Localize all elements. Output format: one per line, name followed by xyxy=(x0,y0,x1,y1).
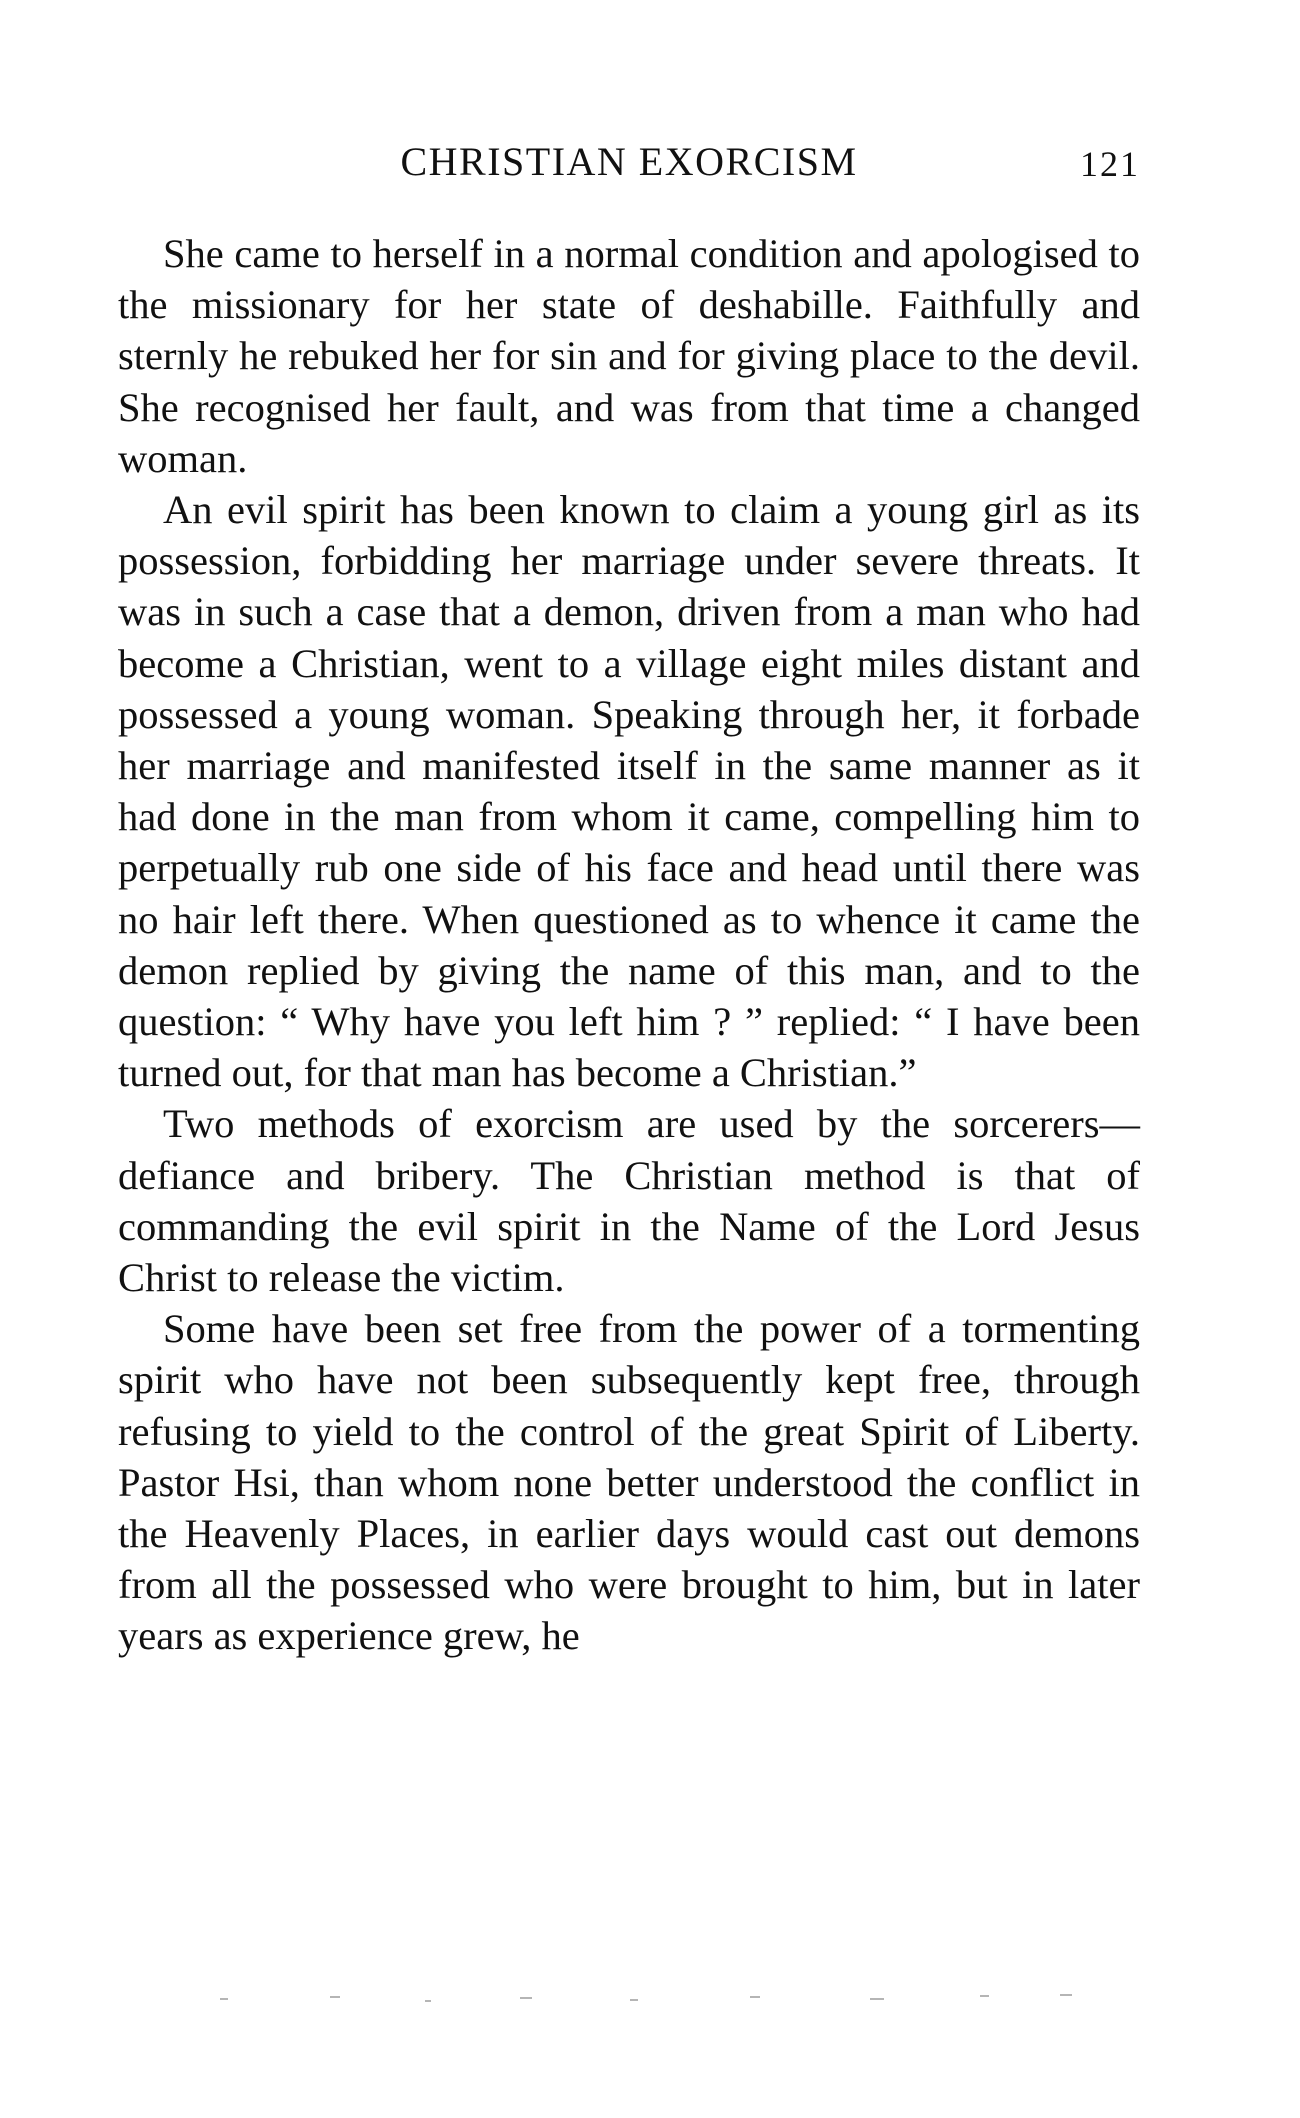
body-text xyxy=(118,228,1140,1662)
scan-speck xyxy=(630,1999,638,2001)
scan-speck xyxy=(980,1995,989,1997)
page-number: 121 xyxy=(1080,144,1140,184)
scan-speck xyxy=(750,1996,760,1998)
paragraph-2: An evil spirit has been known to claim a young girl as its possession, forbidding her marriage under severe threats. It was in such a case that a demon, driven from a man who had become a Christian, went to a village eight miles distant and possessed a young woman. Speaking through her, it forbade her marriage and manifested itself in the same manner as it had done in the man from whom it came, compelling him to perpetually rub one side of his face and head until there was no hair left there. When questioned as to whence it came the demon replied by giving the name of this man, and to the question: “ Why have you left him ? ” replied: “ I have been turned out, for that man has become a Christian.” xyxy=(118,487,1140,1096)
running-title: CHRISTIAN EXORCISM xyxy=(400,139,858,184)
paragraph-1: She came to herself in a normal condition and apologised to the missionary for her state of deshabille. Faithfully and sternly he rebuked her for sin and for giving place to the devil. She recognised her fault, and was from that time a changed woman. xyxy=(118,231,1140,481)
scan-speck xyxy=(425,2000,431,2002)
paragraph-3: Two methods of exorcism are used by the sorcerers—defiance and bribery. The Christian method is that of commanding the evil spirit in the Name of the Lord Jesus Christ to release the victim. xyxy=(118,1101,1140,1301)
scan-speck xyxy=(330,1996,340,1998)
scan-speck xyxy=(870,1998,884,2000)
scan-artifacts xyxy=(210,1990,1090,2010)
scan-speck xyxy=(1060,1994,1072,1996)
paragraph-4: Some have been set free from the power of a tormenting spirit who have not been subsequently kept free, through refusing to yield to the control of the great Spirit of Liberty. Pastor Hsi, than whom none better understood the conflict in the Heavenly Places, in earlier days would cast out demons from all the possessed who were brought to him, but in later years as experience grew, he xyxy=(118,1306,1140,1659)
running-header xyxy=(118,132,1140,192)
scan-speck xyxy=(520,1997,532,1999)
scan-speck xyxy=(220,1998,228,2000)
